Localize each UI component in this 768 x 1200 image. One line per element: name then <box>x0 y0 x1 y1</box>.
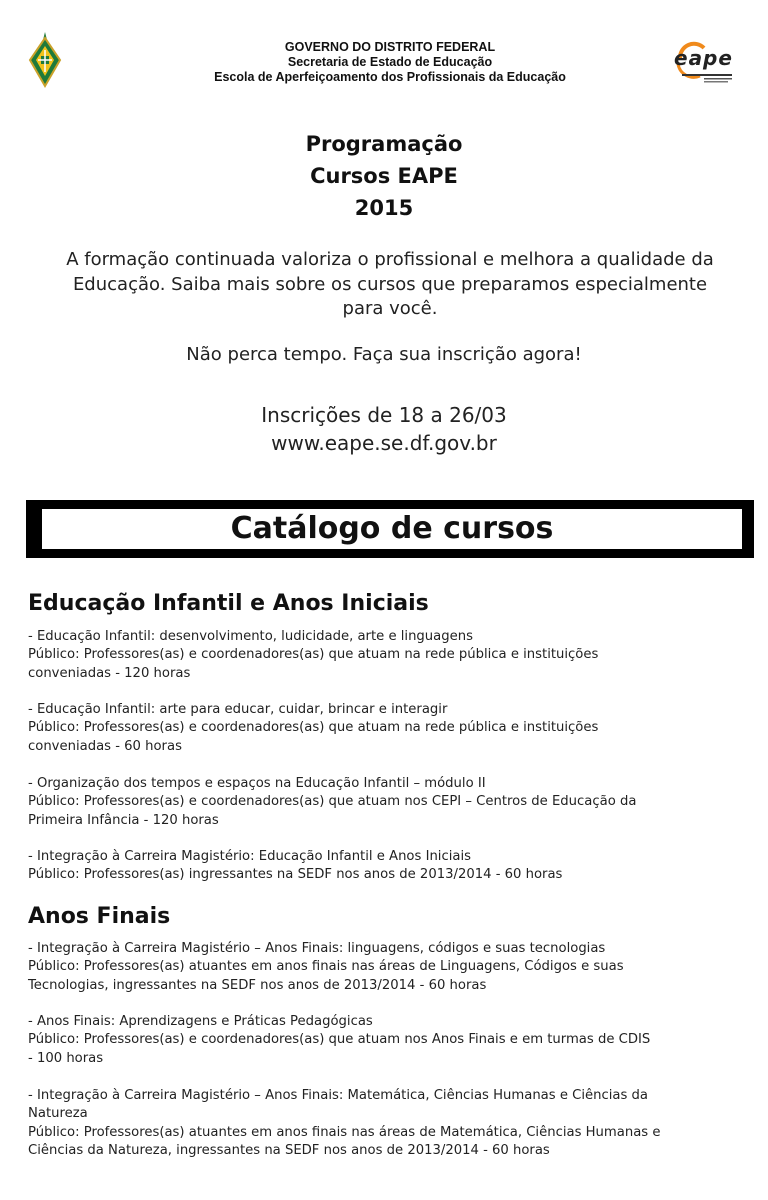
course-audience: Público: Professores(as) e coordenadores(as) que atuam nos CEPI – Centros de Educação da <box>28 794 637 810</box>
course-title: - Integração à Carreira Magistério – Anos Finais: linguagens, códigos e suas tecnologias <box>28 941 606 956</box>
intro-paragraph <box>38 248 742 322</box>
course-audience: Público: Professores(as) e coordenadores(as) que atuam na rede pública e instituições <box>28 720 599 736</box>
document-header <box>0 0 768 100</box>
course-title: - Educação Infantil: desenvolvimento, ludicidade, arte e linguagens <box>28 629 473 644</box>
course-audience: Público: Professores(as) e coordenadores(as) que atuam nos Anos Finais e em turmas de CDIS <box>28 1032 651 1048</box>
header-line-secretariat: Secretaria de Estado de Educação <box>287 55 493 69</box>
course-audience: Público: Professores(as) atuantes em anos finais nas áreas de Matemática, Ciências Humanas e <box>28 1124 661 1140</box>
course-audience: conveniadas - 120 horas <box>28 665 191 681</box>
registration-period: Inscrições de 18 a 26/03 <box>261 403 507 427</box>
section-heading-anos-finais: Anos Finais <box>28 904 171 929</box>
course-audience: Primeira Infância - 120 horas <box>28 812 219 828</box>
title-line-cursos: Cursos EAPE <box>310 164 458 188</box>
call-to-action: Não perca tempo. Faça sua inscrição agora! <box>186 344 582 365</box>
course-item <box>28 701 744 756</box>
course-audience: Público: Professores(as) e coordenadores(as) que atuam na rede pública e instituições <box>28 647 599 663</box>
course-title: - Educação Infantil: arte para educar, cuidar, brincar e interagir <box>28 702 448 717</box>
header-line-school: Escola de Aperfeiçoamento dos Profissionais da Educação <box>214 70 566 84</box>
course-item <box>28 775 744 830</box>
header-institution <box>170 40 610 85</box>
course-title: - Organização dos tempos e espaços na Educação Infantil – módulo II <box>28 776 486 791</box>
course-audience: conveniadas - 60 horas <box>28 738 182 754</box>
course-item <box>28 940 744 995</box>
header-line-government: GOVERNO DO DISTRITO FEDERAL <box>284 40 496 54</box>
intro-line: para você. <box>342 298 438 319</box>
course-title: - Anos Finais: Aprendizagens e Práticas Pedagógicas <box>28 1014 373 1029</box>
catalog-title: Catálogo de cursos <box>42 509 742 549</box>
intro-line: A formação continuada valoriza o profissional e melhora a qualidade da <box>66 249 714 270</box>
course-item <box>28 628 744 683</box>
document-title <box>0 128 768 224</box>
course-audience: Público: Professores(as) ingressantes na SEDF nos anos de 2013/2014 - 60 horas <box>28 867 563 883</box>
course-item <box>28 1013 744 1068</box>
intro-line: Educação. Saiba mais sobre os cursos que preparamos especialmente <box>72 273 708 295</box>
course-audience: Público: Professores(as) atuantes em anos finais nas áreas de Linguagens, Códigos e suas <box>28 959 624 975</box>
section-heading-infantil: Educação Infantil e Anos Iniciais <box>28 591 429 616</box>
course-audience: - 100 horas <box>28 1050 104 1066</box>
title-line-year: 2015 <box>354 196 414 220</box>
course-audience: Ciências da Natureza, ingressantes na SEDF nos anos de 2013/2014 - 60 horas <box>28 1142 550 1158</box>
title-line-programacao: Programação <box>305 132 463 156</box>
gdf-coat-of-arms-icon <box>26 30 64 90</box>
course-title: - Integração à Carreira Magistério: Educação Infantil e Anos Iniciais <box>28 849 472 864</box>
course-title: Natureza <box>28 1106 88 1122</box>
course-item <box>28 1087 744 1160</box>
course-title: - Integração à Carreira Magistério – Anos Finais: Matemática, Ciências Humanas e Ciências da <box>28 1088 648 1103</box>
registration-info <box>0 401 768 457</box>
registration-url[interactable]: www.eape.se.df.gov.br <box>271 431 497 455</box>
eape-logo-wordmark: eape <box>674 46 733 70</box>
eape-logo <box>674 40 736 84</box>
course-item <box>28 848 744 885</box>
catalog-banner <box>26 500 754 558</box>
course-audience: Tecnologias, ingressantes na SEDF nos anos de 2013/2014 - 60 horas <box>28 977 487 993</box>
